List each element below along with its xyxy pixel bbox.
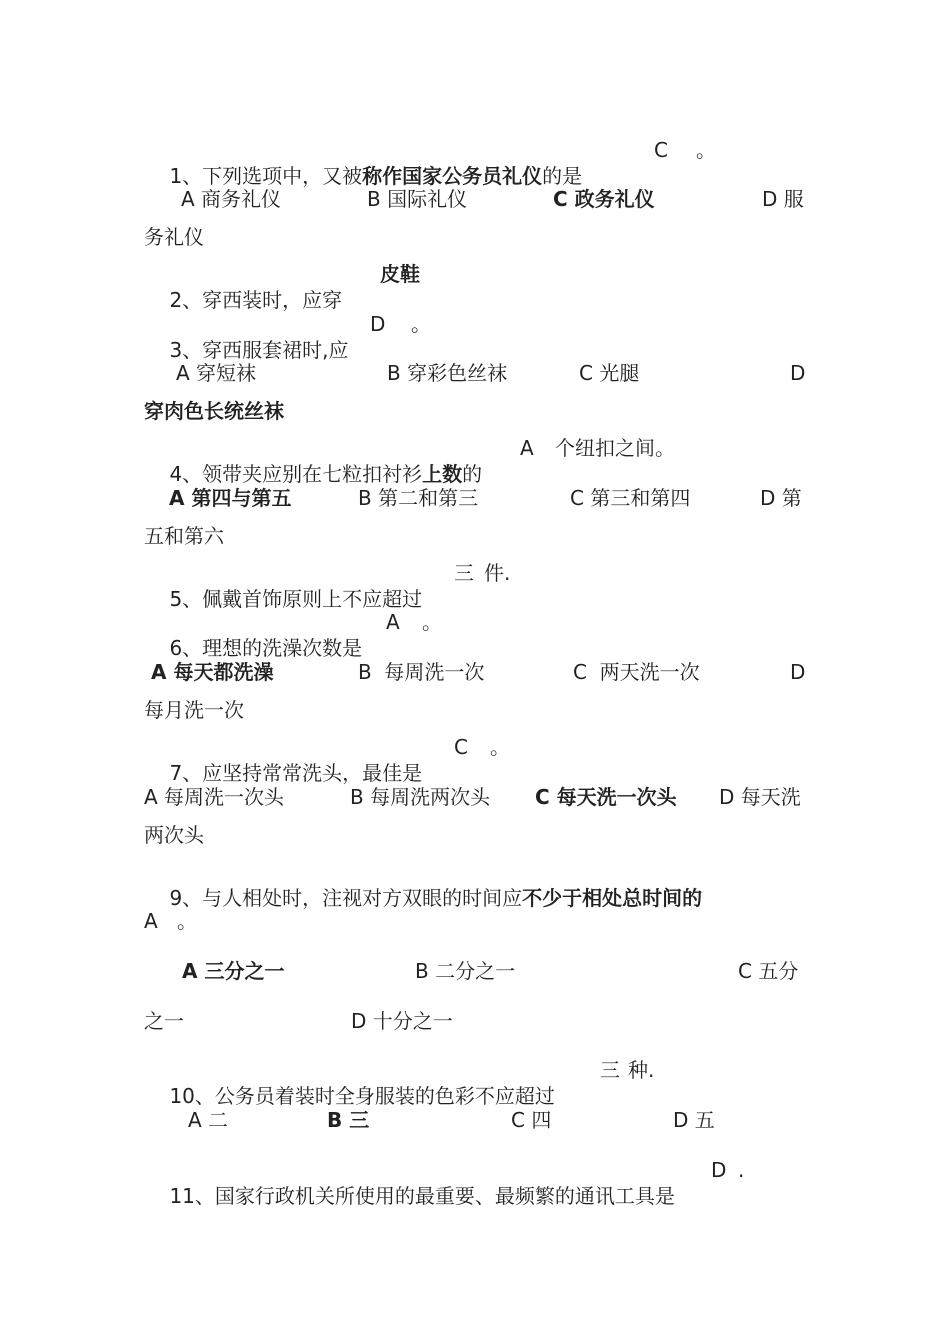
- question-11: [144, 1157, 675, 1235]
- option-c: C 第三和第四: [570, 486, 691, 510]
- option-d: D 五: [673, 1108, 715, 1132]
- option-d: D: [790, 660, 806, 684]
- question-text: 11、国家行政机关所使用的最重要、最频繁的通讯工具是: [169, 1184, 675, 1208]
- option-c: C 每天洗一次头: [535, 785, 677, 809]
- option-b: B 穿彩色丝袜: [387, 361, 508, 385]
- answer-9: A: [144, 909, 158, 933]
- question-text-tail: 的: [462, 462, 483, 486]
- answer-7: C: [454, 735, 468, 759]
- question-text: 6、理想的洗澡次数是: [169, 636, 363, 660]
- option-d-continued: 五和第六: [144, 524, 224, 548]
- answer-4: A: [520, 436, 534, 460]
- option-a: A 第四与第五: [169, 486, 292, 510]
- question-text: 4、领带夹应别在七粒扣衬衫: [169, 462, 423, 486]
- question-text: 3、穿西服套裙时,应: [169, 338, 349, 362]
- option-c: C 政务礼仪: [553, 187, 655, 211]
- option-d: D: [790, 361, 806, 385]
- question-end: 种.: [628, 1058, 655, 1082]
- option-c: C 光腿: [579, 361, 640, 385]
- question-end: 。: [422, 610, 442, 634]
- question-text: 9、与人相处时，注视对方双眼的时间应: [169, 886, 523, 910]
- question-emphasis: 不少于相处总时间的: [522, 886, 703, 910]
- option-b: B 每周洗两次头: [350, 785, 491, 809]
- option-d-continued: 每月洗一次: [144, 698, 244, 722]
- answer-1: C: [654, 138, 668, 162]
- question-9: [144, 859, 702, 937]
- question-emphasis: 称作国家公务员礼仪: [362, 164, 543, 188]
- option-b: B 每周洗一次: [358, 660, 485, 684]
- option-c: C 两天洗一次: [573, 660, 700, 684]
- option-a: A 三分之一: [182, 959, 285, 983]
- answer-10: 三: [600, 1058, 620, 1082]
- option-a: A 每天都洗澡: [151, 660, 274, 684]
- question-end: 件.: [484, 561, 511, 585]
- question-end: 。: [411, 312, 431, 336]
- answer-3: D: [370, 312, 386, 336]
- option-d-continued: 两次头: [144, 823, 204, 847]
- answer-2: 皮鞋: [380, 262, 420, 286]
- option-d-continued: 穿肉色长统丝袜: [144, 399, 284, 423]
- option-a: A 每周洗一次头: [144, 785, 285, 809]
- option-c: C 四: [511, 1108, 552, 1132]
- question-text: 5、佩戴首饰原则上不应超过: [169, 587, 423, 611]
- question-end: 。: [177, 909, 197, 933]
- question-text: 2、穿西装时，应穿: [169, 288, 343, 312]
- option-d: D 十分之一: [351, 1009, 453, 1033]
- question-text: 1、下列选项中，又被: [169, 164, 363, 188]
- option-d-continued: 务礼仪: [144, 225, 204, 249]
- question-text: 10、公务员着装时全身服装的色彩不应超过: [169, 1084, 555, 1108]
- question-end: .: [738, 1158, 745, 1182]
- question-emphasis: 上数: [422, 462, 463, 486]
- answer-6: A: [386, 610, 400, 634]
- option-b: B 三: [327, 1108, 370, 1132]
- question-end: 。: [696, 138, 716, 162]
- option-a: A 二: [188, 1108, 229, 1132]
- question-end: 。: [490, 735, 510, 759]
- option-c-continued: 之一: [144, 1009, 184, 1033]
- option-c: C 五分: [738, 959, 799, 983]
- option-d: D 第: [760, 486, 802, 510]
- question-text-tail: 的是: [542, 164, 583, 188]
- question-end: 个纽扣之间。: [555, 436, 675, 460]
- answer-11: D: [711, 1158, 727, 1182]
- option-a: A 商务礼仪: [181, 187, 282, 211]
- question-text: 7、应坚持常常洗头，最佳是: [169, 761, 423, 785]
- option-b: B 国际礼仪: [367, 187, 468, 211]
- answer-5: 三: [454, 561, 474, 585]
- option-d: D 每天洗: [719, 785, 801, 809]
- option-d: D 服: [762, 187, 804, 211]
- option-b: B 第二和第三: [358, 486, 479, 510]
- option-a: A 穿短袜: [176, 361, 257, 385]
- option-b: B 二分之一: [415, 959, 516, 983]
